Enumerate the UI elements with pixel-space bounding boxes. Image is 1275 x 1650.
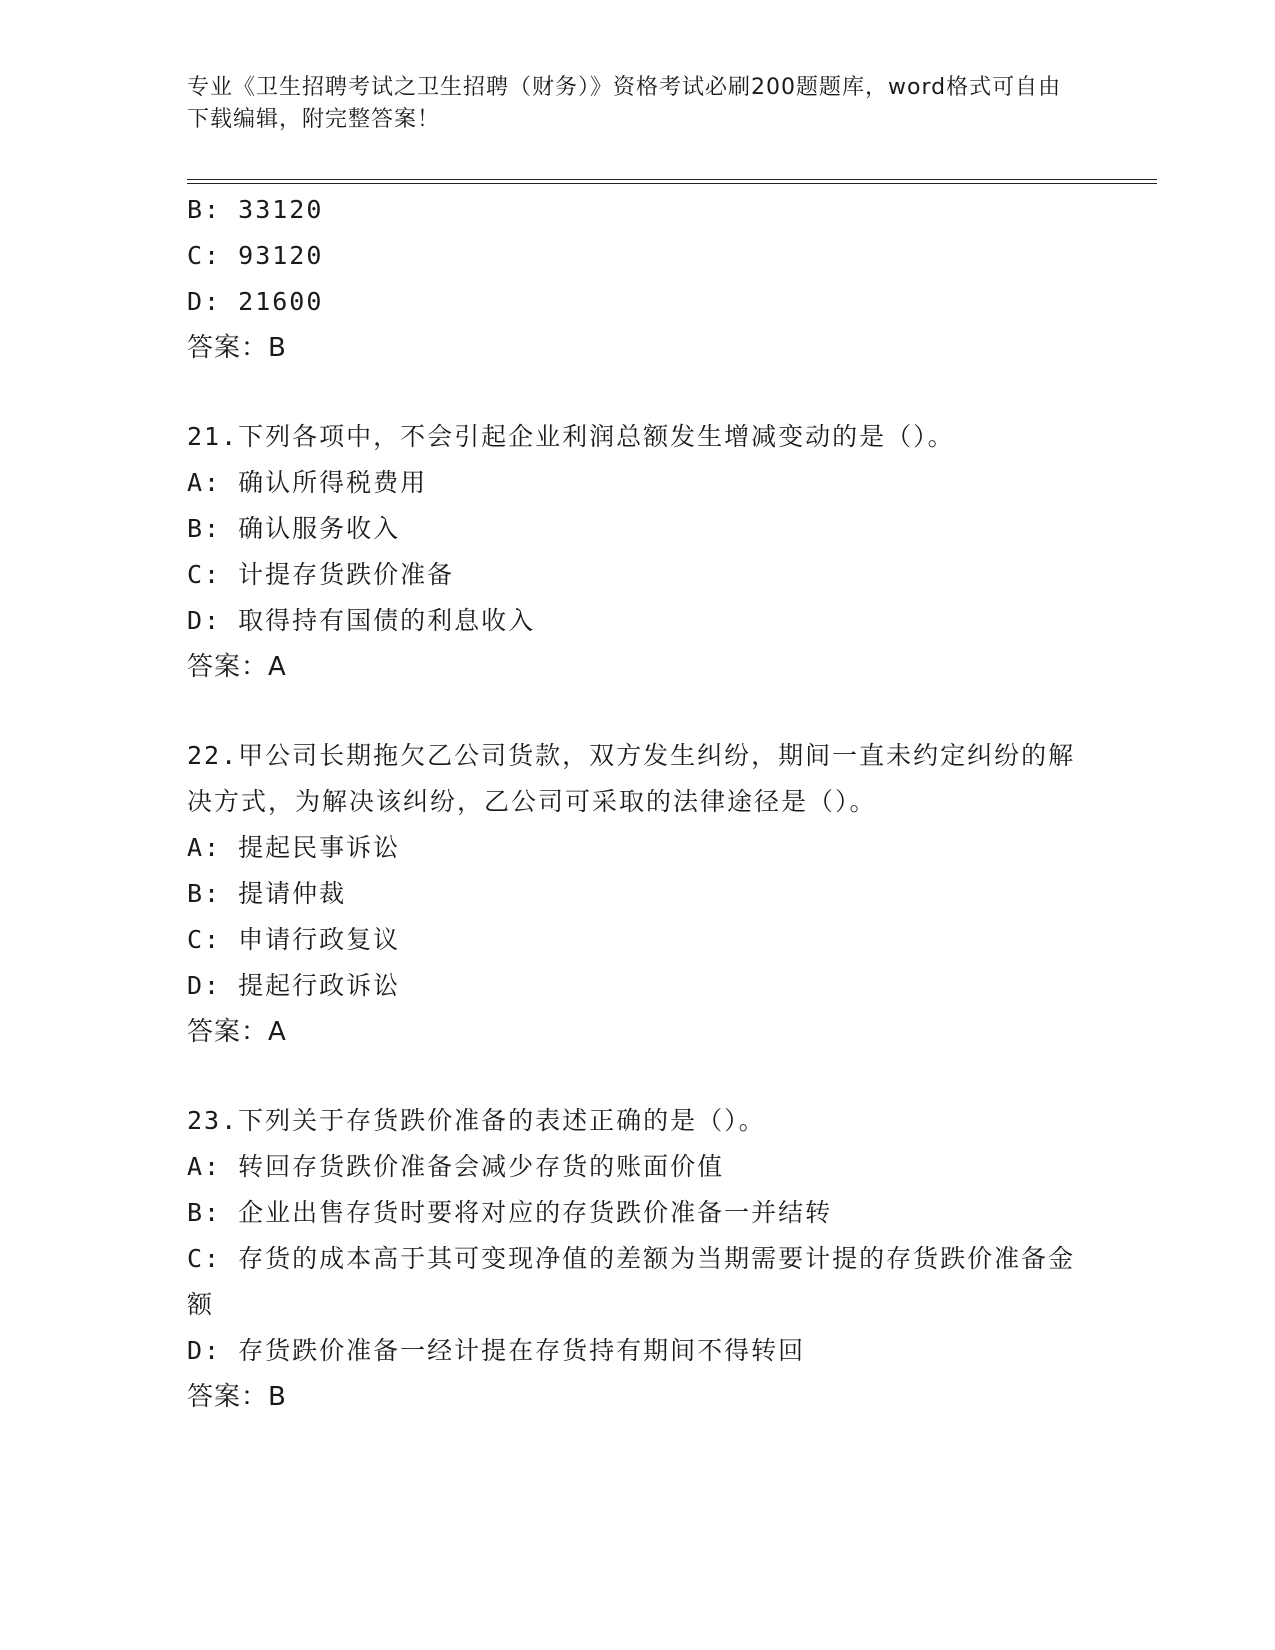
question-22: [187, 733, 1087, 1055]
option-a: A: 转回存货跌价准备会减少存货的账面价值: [187, 1152, 725, 1181]
question-23: [187, 1098, 1087, 1420]
option-d: D: 取得持有国债的利息收入: [187, 606, 536, 635]
option-b: B: 33120: [187, 195, 324, 224]
option-d: D: 提起行政诉讼: [187, 971, 401, 1000]
option-b: B: 企业出售存货时要将对应的存货跌价准备一并结转: [187, 1198, 833, 1227]
answer: 答案：A: [187, 652, 287, 682]
option-c: C: 93120: [187, 241, 324, 270]
question-stem: 22.甲公司长期拖欠乙公司货款，双方发生纠纷，期间一直未约定纠纷的解决方式，为解决该纠纷，乙公司可采取的法律途径是（）。: [187, 741, 1076, 816]
page-header: 专业《卫生招聘考试之卫生招聘（财务）》资格考试必刷200题题库，word格式可自由下载编辑，附完整答案！: [187, 75, 1062, 132]
question-stem: 21.下列各项中，不会引起企业利润总额发生增减变动的是（）。: [187, 422, 955, 451]
question-21: [187, 414, 1087, 690]
option-b: B: 提请仲裁: [187, 879, 347, 908]
option-a: A: 确认所得税费用: [187, 468, 428, 497]
option-c: C: 申请行政复议: [187, 925, 401, 954]
question-content: [187, 187, 1087, 1420]
answer: 答案：B: [187, 333, 287, 363]
question-stem: 23.下列关于存货跌价准备的表述正确的是（）。: [187, 1106, 766, 1135]
option-a: A: 提起民事诉讼: [187, 833, 401, 862]
option-c: C: 存货的成本高于其可变现净值的差额为当期需要计提的存货跌价准备金额: [187, 1244, 1076, 1319]
option-c: C: 计提存货跌价准备: [187, 560, 455, 589]
continued-question: [187, 187, 1087, 371]
answer: 答案：A: [187, 1017, 287, 1047]
answer: 答案：B: [187, 1382, 287, 1412]
option-d: D: 存货跌价准备一经计提在存货持有期间不得转回: [187, 1336, 806, 1365]
header-divider: [187, 179, 1157, 184]
option-d: D: 21600: [187, 287, 324, 316]
option-b: B: 确认服务收入: [187, 514, 401, 543]
